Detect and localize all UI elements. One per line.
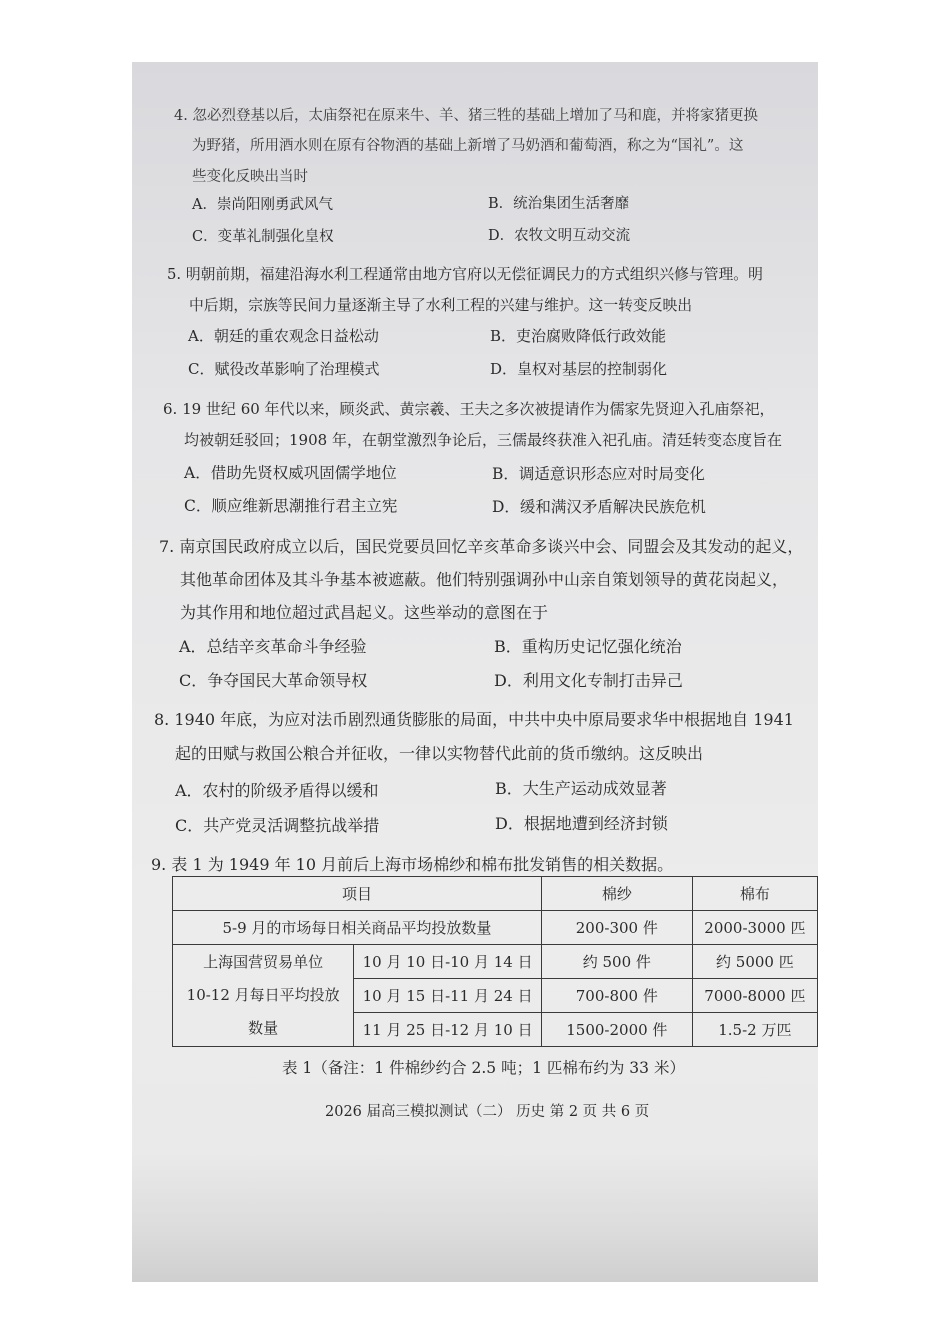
q5-option-c: C．赋役改革影响了治理模式 (188, 360, 380, 378)
table-header-item: 项目 (173, 877, 542, 911)
table-cell: 1500-2000 件 (541, 1013, 692, 1047)
table-cell: 1.5-2 万匹 (692, 1013, 817, 1047)
q8-option-c: C．共产党灵活调整抗战举措 (175, 816, 380, 835)
table-cell: 2000-3000 匹 (692, 911, 817, 945)
q5-option-a: A．朝廷的重农观念日益松动 (188, 327, 379, 345)
table-header-row (173, 877, 818, 911)
q5-option-b: B．吏治腐败降低行政效能 (490, 327, 667, 345)
table-cell: 约 500 件 (541, 945, 692, 979)
table-cell: 200-300 件 (541, 911, 692, 945)
table-group-label (173, 945, 354, 1047)
group-label-line: 数量 (248, 1019, 279, 1037)
q8-option-d: D．根据地遭到经济封锁 (495, 814, 668, 833)
group-label-line: 上海国营贸易单位 (203, 953, 324, 971)
table-header-yarn: 棉纱 (541, 877, 692, 911)
q4-option-b: B．统治集团生活奢靡 (488, 196, 630, 212)
q8-line2: 起的田赋与救国公粮合并征收，一律以实物替代此前的货币缴纳。这反映出 (175, 744, 704, 763)
q9-line1: 9. 表 1 为 1949 年 10 月前后上海市场棉纱和棉布批发销售的相关数据。 (151, 855, 674, 874)
q7-line3: 为其作用和地位超过武昌起义。这些举动的意图在于 (180, 603, 549, 622)
q5-line2: 中后期，宗族等民间力量逐渐主导了水利工程的兴建与维护。这一转变反映出 (189, 297, 693, 314)
table-cell: 11 月 25 日-12 月 10 日 (354, 1013, 542, 1047)
q4-line1: 4. 忽必烈登基以后，太庙祭祀在原来牛、羊、猪三牲的基础上增加了马和鹿，并将家猪更换 (174, 108, 758, 124)
q8-option-b: B．大生产运动成效显著 (495, 779, 667, 798)
table-cell: 10 月 10 日-10 月 14 日 (354, 945, 542, 979)
table-1 (172, 876, 818, 1047)
q6-option-a: A．借助先贤权威巩固儒学地位 (184, 464, 397, 482)
q5-option-d: D．皇权对基层的控制弱化 (490, 360, 668, 378)
table-cell: 700-800 件 (541, 979, 692, 1013)
table-caption: 表 1（备注：1 件棉纱约合 2.5 吨；1 匹棉布约为 33 米） (282, 1059, 685, 1077)
q7-option-c: C．争夺国民大革命领导权 (179, 671, 368, 690)
q7-line1: 7. 南京国民政府成立以后，国民党要员回忆辛亥革命多谈兴中会、同盟会及其发动的起义， (159, 537, 804, 556)
exam-page (132, 62, 818, 1282)
table-cell: 5-9 月的市场每日相关商品平均投放数量 (173, 911, 542, 945)
q6-option-b: B．调适意识形态应对时局变化 (492, 465, 705, 483)
q5-line1: 5. 明朝前期，福建沿海水利工程通常由地方官府以无偿征调民力的方式组织兴修与管理。明 (167, 266, 763, 283)
table-header-cloth: 棉布 (692, 877, 817, 911)
q4-option-d: D．农牧文明互动交流 (488, 228, 631, 244)
q6-option-c: C．顺应维新思潮推行君主立宪 (184, 497, 398, 515)
group-label-line: 10-12 月每日平均投放 (186, 986, 340, 1004)
q7-line2: 其他革命团体及其斗争基本被遮蔽。他们特别强调孙中山亲自策划领导的黄花岗起义， (180, 570, 789, 589)
q7-option-a: A．总结辛亥革命斗争经验 (179, 637, 367, 656)
table-cell: 10 月 15 日-11 月 24 日 (354, 979, 542, 1013)
q8-option-a: A．农村的阶级矛盾得以缓和 (175, 781, 379, 800)
q8-line1: 8. 1940 年底，为应对法币剧烈通货膨胀的局面，中共中央中原局要求华中根据地自 1941 (154, 710, 794, 729)
q7-option-d: D．利用文化专制打击异己 (494, 671, 683, 690)
q4-option-c: C．变革礼制强化皇权 (192, 229, 334, 245)
table-cell: 约 5000 匹 (692, 945, 817, 979)
page-footer: 2026 届高三模拟测试（二） 历史 第 2 页 共 6 页 (325, 1104, 650, 1120)
q4-option-a: A．崇尚阳刚勇武风气 (192, 197, 333, 213)
table-row (173, 911, 818, 945)
q6-line1: 6. 19 世纪 60 年代以来，顾炎武、黄宗羲、王夫之多次被提请作为儒家先贤迎入孔庙祭祀， (163, 400, 775, 418)
q6-line2: 均被朝廷驳回；1908 年，在朝堂激烈争论后，三儒最终获准入祀孔庙。清廷转变态度旨在 (184, 431, 782, 449)
q7-option-b: B．重构历史记忆强化统治 (494, 637, 682, 656)
q4-line3: 些变化反映出当时 (192, 169, 308, 185)
paper-shadow (132, 1152, 818, 1282)
table-row (173, 945, 818, 979)
q6-option-d: D．缓和满汉矛盾解决民族危机 (492, 498, 706, 516)
q4-line2: 为野猪，所用酒水则在原有谷物酒的基础上新增了马奶酒和葡萄酒，称之为“国礼”。这 (192, 138, 744, 154)
table-cell: 7000-8000 匹 (692, 979, 817, 1013)
